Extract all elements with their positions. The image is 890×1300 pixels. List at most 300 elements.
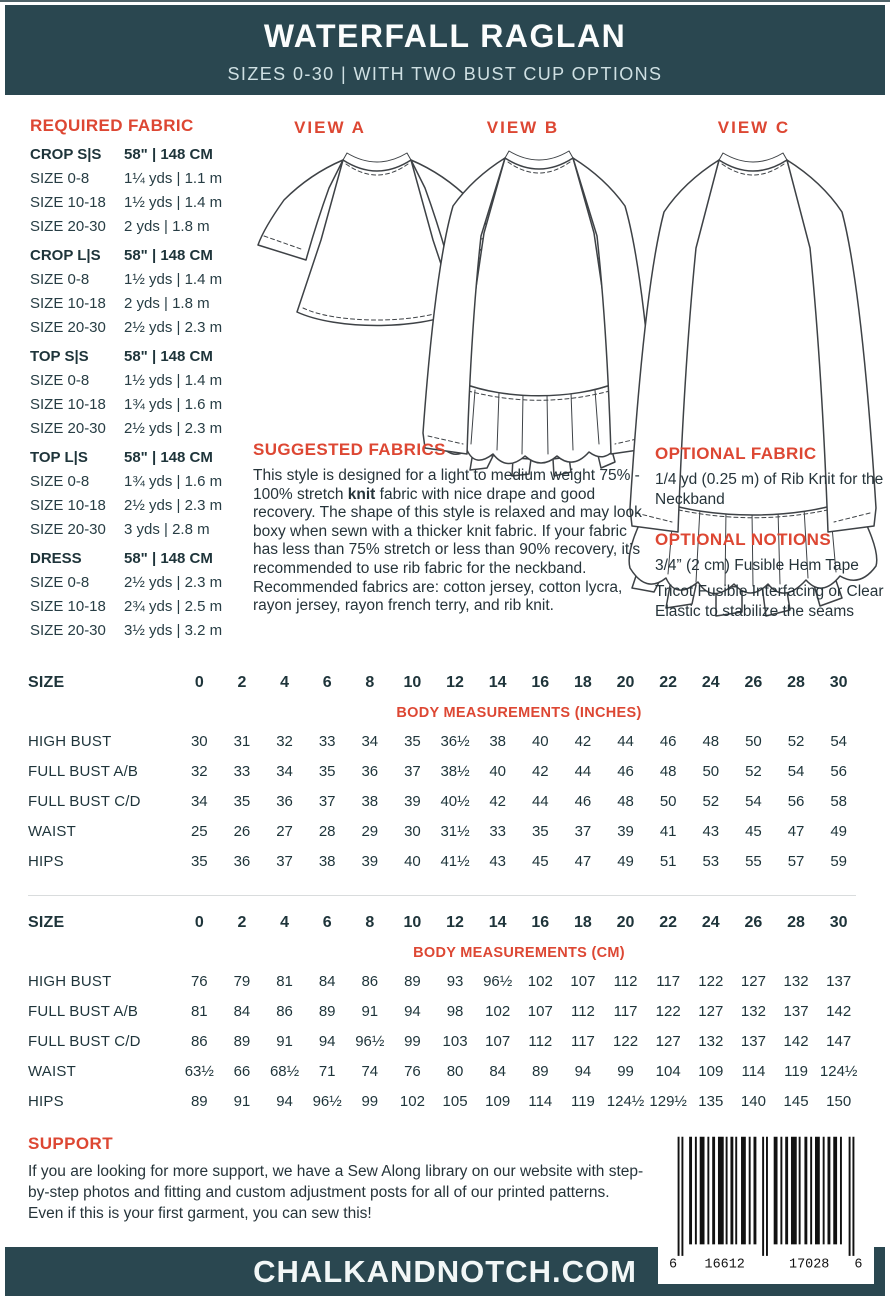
measurement-value: 29 [361,822,379,840]
measurement-value: 89 [404,972,421,990]
fabric-group-width: 58" | 148 CM [124,348,213,365]
measurement-value: 49 [830,822,848,840]
measurement-value: 59 [830,852,848,870]
measurement-value: 74 [361,1062,379,1080]
measurement-value: 41 [659,822,677,840]
header-band [5,5,885,95]
fabric-yardage: 3 yds | 2.8 m [124,521,210,538]
measurement-value: 112 [570,1002,595,1020]
measurement-value: 96½ [312,1092,342,1110]
measurement-value: 124½ [606,1092,645,1110]
measurement-value: 94 [574,1062,592,1080]
measurement-value: 84 [318,972,336,990]
measurement-value: 112 [613,972,638,990]
measurement-value: 96½ [355,1032,385,1050]
pattern-title: WATERFALL RAGLAN [263,18,627,54]
fabric-group-name: CROP L|S [30,247,101,264]
fabric-group-name: TOP S|S [30,348,89,365]
measurement-value: 127 [740,972,766,990]
fabric-row [30,494,258,518]
size-number: 26 [744,674,763,691]
size-number: 30 [829,914,848,931]
measurement-value: 99 [617,1062,634,1080]
notion-item: Tricot Fusible Interfacing or Clear Elastic to stabilize the seams [655,583,884,620]
measurement-value: 107 [485,1032,511,1050]
measurement-value: 114 [528,1092,553,1110]
size-number: 16 [531,914,550,931]
measurement-value: 32 [190,762,208,780]
fabric-group [30,143,258,239]
measurement-value: 30 [190,732,208,750]
measurement-value: 35 [404,732,421,750]
fabric-size-range: SIZE 10-18 [30,295,106,312]
measurement-value: 102 [399,1092,425,1110]
measurement-value: 35 [318,762,336,780]
measurement-value: 98 [446,1002,464,1020]
fabric-row [30,595,258,619]
suggested-text-before: This style is designed for a light to medium weight 75% - 100% stretch [253,467,640,503]
view-a-label: VIEW A [294,118,366,137]
measurement-value: 66 [233,1062,251,1080]
measurement-value: 54 [745,792,762,810]
suggested-bold-word: knit [347,485,376,503]
fabric-yardage: 1½ yds | 1.4 m [124,194,223,211]
size-number: 18 [574,914,592,931]
fabric-yardage: 1¾ yds | 1.6 m [124,396,223,413]
measurement-value: 34 [276,762,293,780]
measurement-value: 81 [190,1002,208,1020]
fabric-group-width: 58" | 148 CM [124,247,213,264]
size-header-row [28,906,860,940]
measurement-value: 79 [233,972,251,990]
measurement-value: 31 [233,732,251,750]
fabric-group-header [30,244,258,268]
size-number: 20 [616,674,635,691]
suggested-fabrics-section [253,440,651,616]
measurement-value: 38½ [440,762,470,780]
measurement-value: 102 [527,972,553,990]
measurement-value: 137 [826,972,852,990]
barcode-digit-left: 6 [668,1257,678,1273]
measurement-value: 140 [740,1092,766,1110]
measurement-value: 28 [318,822,336,840]
pattern-subtitle: SIZES 0-30 | WITH TWO BUST CUP OPTIONS [227,64,663,84]
fabric-size-range: SIZE 20-30 [30,622,106,639]
measurement-value: 39 [404,792,421,810]
size-number: 0 [194,914,204,931]
measurement-value: 129½ [649,1092,687,1110]
measurement-value: 35 [233,792,251,810]
barcode-graphic [668,1134,864,1274]
measurement-value: 33 [489,822,507,840]
size-number: 14 [488,674,507,691]
fabric-group-name: CROP S|S [30,146,102,163]
measurement-value: 122 [613,1032,639,1050]
size-number: 18 [574,674,592,691]
measurement-value: 68½ [269,1062,300,1080]
measurement-value: 44 [617,732,634,750]
measurement-value: 93 [446,972,464,990]
measurement-value: 40 [489,762,507,780]
measurement-value: 34 [361,732,379,750]
size-number: 4 [280,674,290,691]
size-table-cm [28,906,860,1116]
measurement-value: 117 [656,972,681,990]
measurement-value: 50 [745,732,762,750]
measurement-value: 42 [531,762,549,780]
view-b-label: VIEW B [486,118,560,137]
fabric-yardage: 1½ yds | 1.4 m [124,271,223,288]
fabric-group [30,446,258,542]
measurement-value: 32 [276,732,293,750]
fabric-yardage: 2½ yds | 2.3 m [124,497,223,514]
measurement-value: 119 [570,1092,595,1110]
fabric-yardage: 1¾ yds | 1.6 m [124,473,223,490]
measurement-label: WAIST [28,822,76,840]
measurement-value: 46 [574,792,592,810]
measurement-label: HIPS [28,852,64,870]
fabric-yardage: 2 yds | 1.8 m [124,218,210,235]
measurement-value: 36½ [440,732,470,750]
measurement-value: 41½ [440,852,470,870]
fabric-row [30,518,258,542]
fabric-row [30,191,258,215]
measurement-value: 53 [702,852,720,870]
measurement-value: 34 [190,792,208,810]
measurement-label: HIPS [28,1092,64,1110]
measurement-label: FULL BUST A/B [28,762,139,780]
fabric-size-range: SIZE 10-18 [30,598,106,615]
size-number: 28 [787,674,805,691]
measurement-value: 52 [702,792,720,810]
measurement-value: 56 [787,792,805,810]
size-number: 8 [365,914,375,931]
fabric-group [30,547,258,643]
measurement-value: 39 [617,822,634,840]
fabric-yardage: 3½ yds | 3.2 m [124,622,223,639]
size-header-label: SIZE [28,914,65,931]
measurement-value: 145 [783,1092,809,1110]
measurement-value: 33 [318,732,336,750]
barcode-digit-group1: 16612 [704,1257,745,1273]
section-label: BODY MEASUREMENTS (CM) [413,945,625,961]
measurement-value: 54 [787,762,805,780]
measurement-value: 54 [830,732,848,750]
measurement-value: 45 [745,822,762,840]
measurement-value: 56 [830,762,848,780]
measurement-value: 89 [190,1092,208,1110]
measurement-value: 40 [531,732,549,750]
fabric-row [30,571,258,595]
fabric-size-range: SIZE 0-8 [30,170,90,187]
support-heading: SUPPORT [28,1134,113,1153]
measurement-value: 91 [361,1002,379,1020]
measurement-value: 45 [531,852,549,870]
optional-fabric-text: 1/4 yd (0.25 m) of Rib Knit for the Neckband [655,471,884,508]
measurement-value: 52 [745,762,762,780]
fabric-row [30,369,258,393]
measurement-value: 42 [574,732,592,750]
measurement-value: 132 [740,1002,766,1020]
measurement-value: 84 [233,1002,251,1020]
size-number: 12 [446,674,464,691]
measurement-value: 40½ [440,792,470,810]
measurement-row [28,996,860,1026]
measurement-label: HIGH BUST [28,732,112,750]
measurement-value: 58 [830,792,848,810]
fabric-yardage: 2½ yds | 2.3 m [124,574,223,591]
measurement-value: 102 [485,1002,511,1020]
measurement-value: 76 [190,972,208,990]
fabric-row [30,470,258,494]
size-number: 10 [403,914,422,931]
measurement-value: 43 [489,852,507,870]
fabric-size-range: SIZE 10-18 [30,194,106,211]
measurement-value: 48 [702,732,720,750]
fabric-size-range: SIZE 20-30 [30,420,106,437]
measurement-value: 147 [826,1032,852,1050]
size-number: 22 [659,914,678,931]
measurement-value: 137 [740,1032,766,1050]
measurement-value: 142 [826,1002,852,1020]
fabric-group-header [30,547,258,571]
fabric-group [30,345,258,441]
size-number: 16 [531,674,550,691]
measurement-value: 135 [698,1092,724,1110]
measurement-value: 137 [783,1002,809,1020]
measurement-value: 89 [531,1062,549,1080]
size-header-row [28,666,860,700]
measurement-row [28,816,860,846]
size-number: 28 [787,914,805,931]
measurement-value: 99 [404,1032,421,1050]
measurement-value: 86 [190,1032,208,1050]
optional-notions-list [655,556,885,622]
measurement-value: 94 [276,1092,293,1110]
measurement-value: 96½ [483,972,513,990]
fabric-size-range: SIZE 0-8 [30,574,90,591]
measurement-value: 57 [787,852,805,870]
measurement-row [28,966,860,996]
website-url: CHALKANDNOTCH.COM [253,1254,637,1289]
measurement-row [28,1056,860,1086]
fabric-row [30,417,258,441]
measurement-value: 63½ [184,1062,214,1080]
fabric-size-range: SIZE 10-18 [30,396,106,413]
fabric-row [30,215,258,239]
measurement-value: 150 [826,1092,852,1110]
size-number: 22 [659,674,678,691]
measurement-value: 39 [361,852,379,870]
measurement-value: 47 [574,852,592,870]
measurement-value: 36 [361,762,379,780]
measurement-value: 112 [528,1032,553,1050]
table-divider-line [28,895,856,896]
measurement-value: 44 [574,762,592,780]
fabric-size-range: SIZE 20-30 [30,319,106,336]
measurement-value: 71 [318,1062,336,1080]
measurement-value: 109 [698,1062,724,1080]
measurement-row [28,846,860,876]
measurement-value: 51 [659,852,677,870]
suggested-text-after: fabric with nice drape and good recovery. The shape of this style is relaxed and may look boxy when sewn with a thicker knit fabric. If your fabric has less than 75% stretch or less than 90% recovery, it’s recommended to use rib fabric for the neckband. Recommended fabrics are: cotton jersey, cotton lycra, rayon jersey, rayon french terry, and rib knit. [253,485,642,615]
optional-section [655,444,885,622]
measurement-value: 49 [617,852,634,870]
measurement-value: 114 [741,1062,766,1080]
size-number: 30 [829,674,848,691]
measurement-value: 50 [702,762,720,780]
fabric-group-width: 58" | 148 CM [124,449,213,466]
fabric-row [30,268,258,292]
measurement-value: 127 [698,1002,724,1020]
measurement-value: 132 [698,1032,724,1050]
fabric-size-range: SIZE 20-30 [30,521,106,538]
measurement-label: HIGH BUST [28,972,112,990]
fabric-row [30,292,258,316]
fabric-size-range: SIZE 0-8 [30,473,90,490]
fabric-group-name: DRESS [30,550,82,567]
support-text: If you are looking for more support, we have a Sew Along library on our website with step-by-step photos and fitting and custom adjustment posts for all of our printed patterns. Even if this is your first garment, you can sew this! [28,1163,644,1222]
measurement-value: 35 [531,822,549,840]
size-number: 12 [446,914,464,931]
measurement-row [28,786,860,816]
measurement-value: 84 [489,1062,507,1080]
size-number: 0 [194,674,204,691]
measurement-value: 46 [617,762,634,780]
measurement-value: 117 [570,1032,595,1050]
size-number: 14 [488,914,507,931]
fabric-size-range: SIZE 10-18 [30,497,106,514]
measurement-value: 76 [404,1062,421,1080]
measurement-value: 89 [233,1032,251,1050]
measurement-value: 80 [446,1062,464,1080]
measurement-value: 52 [787,732,805,750]
fabric-group [30,244,258,340]
measurement-value: 109 [485,1092,511,1110]
suggested-fabrics-heading: SUGGESTED FABRICS [253,440,446,459]
measurement-value: 36 [233,852,251,870]
measurement-value: 37 [318,792,336,810]
measurement-label: FULL BUST C/D [28,792,141,810]
measurement-label: WAIST [28,1062,76,1080]
size-number: 24 [701,914,720,931]
fabric-yardage: 2½ yds | 2.3 m [124,319,223,336]
measurement-value: 104 [655,1062,681,1080]
top-edge-line [0,0,890,2]
measurement-value: 33 [233,762,251,780]
measurement-value: 35 [190,852,208,870]
measurement-value: 38 [489,732,507,750]
optional-fabric-heading: OPTIONAL FABRIC [655,444,817,463]
measurement-value: 38 [361,792,379,810]
measurement-value: 89 [318,1002,336,1020]
size-number: 8 [365,674,375,691]
size-number: 2 [237,914,247,931]
measurement-value: 91 [233,1092,251,1110]
notion-item: 3/4” (2 cm) Fusible Hem Tape [655,557,859,574]
measurement-value: 48 [617,792,634,810]
size-number: 20 [616,914,635,931]
measurement-row [28,726,860,756]
fabric-yardage: 2 yds | 1.8 m [124,295,210,312]
size-number: 6 [322,674,332,691]
measurement-value: 86 [276,1002,293,1020]
size-number: 24 [701,674,720,691]
fabric-size-range: SIZE 20-30 [30,218,106,235]
measurement-value: 37 [574,822,592,840]
section-label: BODY MEASUREMENTS (INCHES) [396,705,642,721]
suggested-fabrics-text [253,467,651,616]
measurement-label: FULL BUST C/D [28,1032,141,1050]
barcode-digit-right: 6 [854,1257,863,1273]
measurement-row [28,756,860,786]
barcode [658,1124,874,1284]
measurement-value: 127 [655,1032,681,1050]
measurement-value: 124½ [819,1062,858,1080]
measurement-value: 117 [613,1002,638,1020]
fabric-row [30,619,258,643]
measurement-value: 48 [659,762,677,780]
measurement-value: 37 [404,762,421,780]
fabric-row [30,393,258,417]
fabric-groups [30,143,258,643]
fabric-row [30,167,258,191]
measurement-value: 43 [702,822,720,840]
measurement-value: 86 [361,972,379,990]
measurement-value: 26 [233,822,251,840]
measurement-value: 107 [527,1002,553,1020]
fabric-yardage: 1½ yds | 1.4 m [124,372,223,389]
fabric-group-name: TOP L|S [30,449,88,466]
measurement-value: 36 [276,792,293,810]
measurement-value: 132 [783,972,809,990]
measurement-value: 99 [361,1092,379,1110]
measurement-value: 30 [404,822,421,840]
size-number: 6 [322,914,332,931]
optional-notions-heading: OPTIONAL NOTIONS [655,530,832,549]
fabric-group-width: 58" | 148 CM [124,550,213,567]
measurement-value: 55 [745,852,762,870]
fabric-yardage: 2½ yds | 2.3 m [124,420,223,437]
size-number: 26 [744,914,763,931]
fabric-size-range: SIZE 0-8 [30,271,90,288]
size-number: 4 [280,914,290,931]
fabric-group-header [30,143,258,167]
fabric-yardage: 2¾ yds | 2.5 m [124,598,223,615]
measurement-value: 40 [404,852,421,870]
measurement-value: 107 [570,972,596,990]
measurement-value: 94 [318,1032,336,1050]
measurement-value: 47 [787,822,805,840]
size-number: 2 [237,674,247,691]
measurement-value: 50 [659,792,677,810]
measurement-value: 25 [190,822,208,840]
barcode-digit-group2: 17028 [789,1257,830,1273]
fabric-group-width: 58" | 148 CM [124,146,213,163]
support-section [28,1134,648,1224]
required-fabric-heading: REQUIRED FABRIC [30,116,194,135]
measurement-value: 46 [659,732,677,750]
measurement-value: 122 [698,972,724,990]
view-c-label: VIEW C [717,118,791,137]
fabric-size-range: SIZE 0-8 [30,372,90,389]
measurement-value: 119 [784,1062,809,1080]
measurement-value: 38 [318,852,336,870]
measurement-value: 37 [276,852,293,870]
measurement-value: 142 [783,1032,809,1050]
fabric-group-header [30,446,258,470]
measurement-value: 44 [531,792,549,810]
